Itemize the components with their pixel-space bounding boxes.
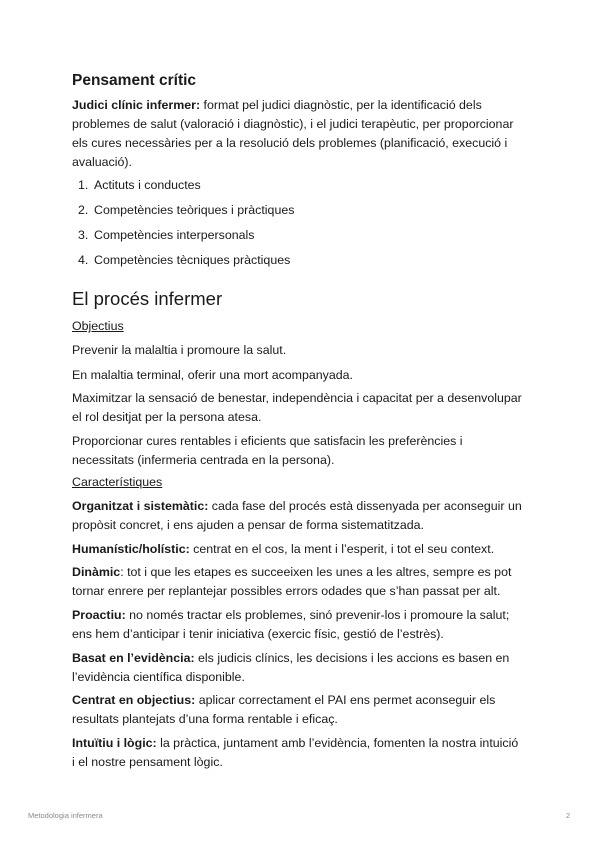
objective-item: Prevenir la malaltia i promoure la salut. bbox=[72, 343, 287, 357]
section-title-proces-infermer: El procés infermer bbox=[72, 288, 223, 309]
characteristic-item: Intuïtiu i lògic: la pràctica, juntament amb l’evidència, fomenten la nostra intuició i el nostre pensament lògic. bbox=[72, 736, 519, 769]
intro-text: format pel judici diagnòstic, per la identificació dels problemes de salut (valoració i diagnòstic), i el judici terapèutic, per proporcionar els cures necessàries per a la resolució dels problemes (planificació, execució i avaluació). bbox=[72, 98, 514, 169]
objectives-heading: Objectius bbox=[72, 319, 124, 333]
list-item: 1. Actituts i conductes bbox=[78, 178, 201, 192]
characteristic-item: Dinàmic: tot i que les etapes es succeeixen les unes a les altres, sempre es pot tornar enrere per replantejar possibles errors odades que s’han passat per alt. bbox=[72, 565, 512, 598]
list-item: 4. Competències tècniques pràctiques bbox=[78, 253, 291, 267]
characteristic-item: Humanístic/holístic: centrat en el cos, la ment i l’esperit, i tot el seu context. bbox=[72, 542, 495, 556]
list-item: 3. Competències interpersonals bbox=[78, 228, 255, 242]
footer-title: Metodologia infermera bbox=[28, 811, 103, 820]
characteristic-item: Proactiu: no només tractar els problemes, sinó prevenir-los i promoure la salut; ens hem d’anticipar i tenir iniciativa (exercic físic, gestió de l’estrès). bbox=[72, 608, 510, 641]
characteristic-item: Organitzat i sistemàtic: cada fase del procés està dissenyada per aconseguir un propòsit concret, i ens ajuden a pensar de forma sistematitzada. bbox=[72, 499, 522, 532]
objective-item: En malaltia terminal, oferir una mort acompanyada. bbox=[72, 368, 353, 382]
footer-page-number: 2 bbox=[566, 811, 571, 820]
characteristic-item: Basat en l’evidència: els judicis clínics, les decisions i les accions es basen en l’evidència científica disponible. bbox=[72, 651, 510, 684]
intro-label: Judici clínic infermer: bbox=[72, 98, 201, 112]
characteristic-item: Centrat en objectius: aplicar correctament el PAI ens permet aconseguir els resultats plantejats d’una forma rentable i eficaç. bbox=[72, 693, 496, 726]
objective-item: Proporcionar cures rentables i eficients que satisfacin les preferències i necessitats (infermeria centrada en la persona). bbox=[72, 434, 463, 467]
characteristics-heading: Característiques bbox=[72, 475, 163, 489]
list-item: 2. Competències teòriques i pràctiques bbox=[78, 203, 295, 217]
objective-item: Maximitzar la sensació de benestar, independència i capacitat per a desenvolupar el rol desitjat per la persona atesa. bbox=[72, 391, 522, 424]
section-title-pensament-critic: Pensament crític bbox=[72, 72, 197, 89]
intro-paragraph bbox=[72, 96, 522, 172]
